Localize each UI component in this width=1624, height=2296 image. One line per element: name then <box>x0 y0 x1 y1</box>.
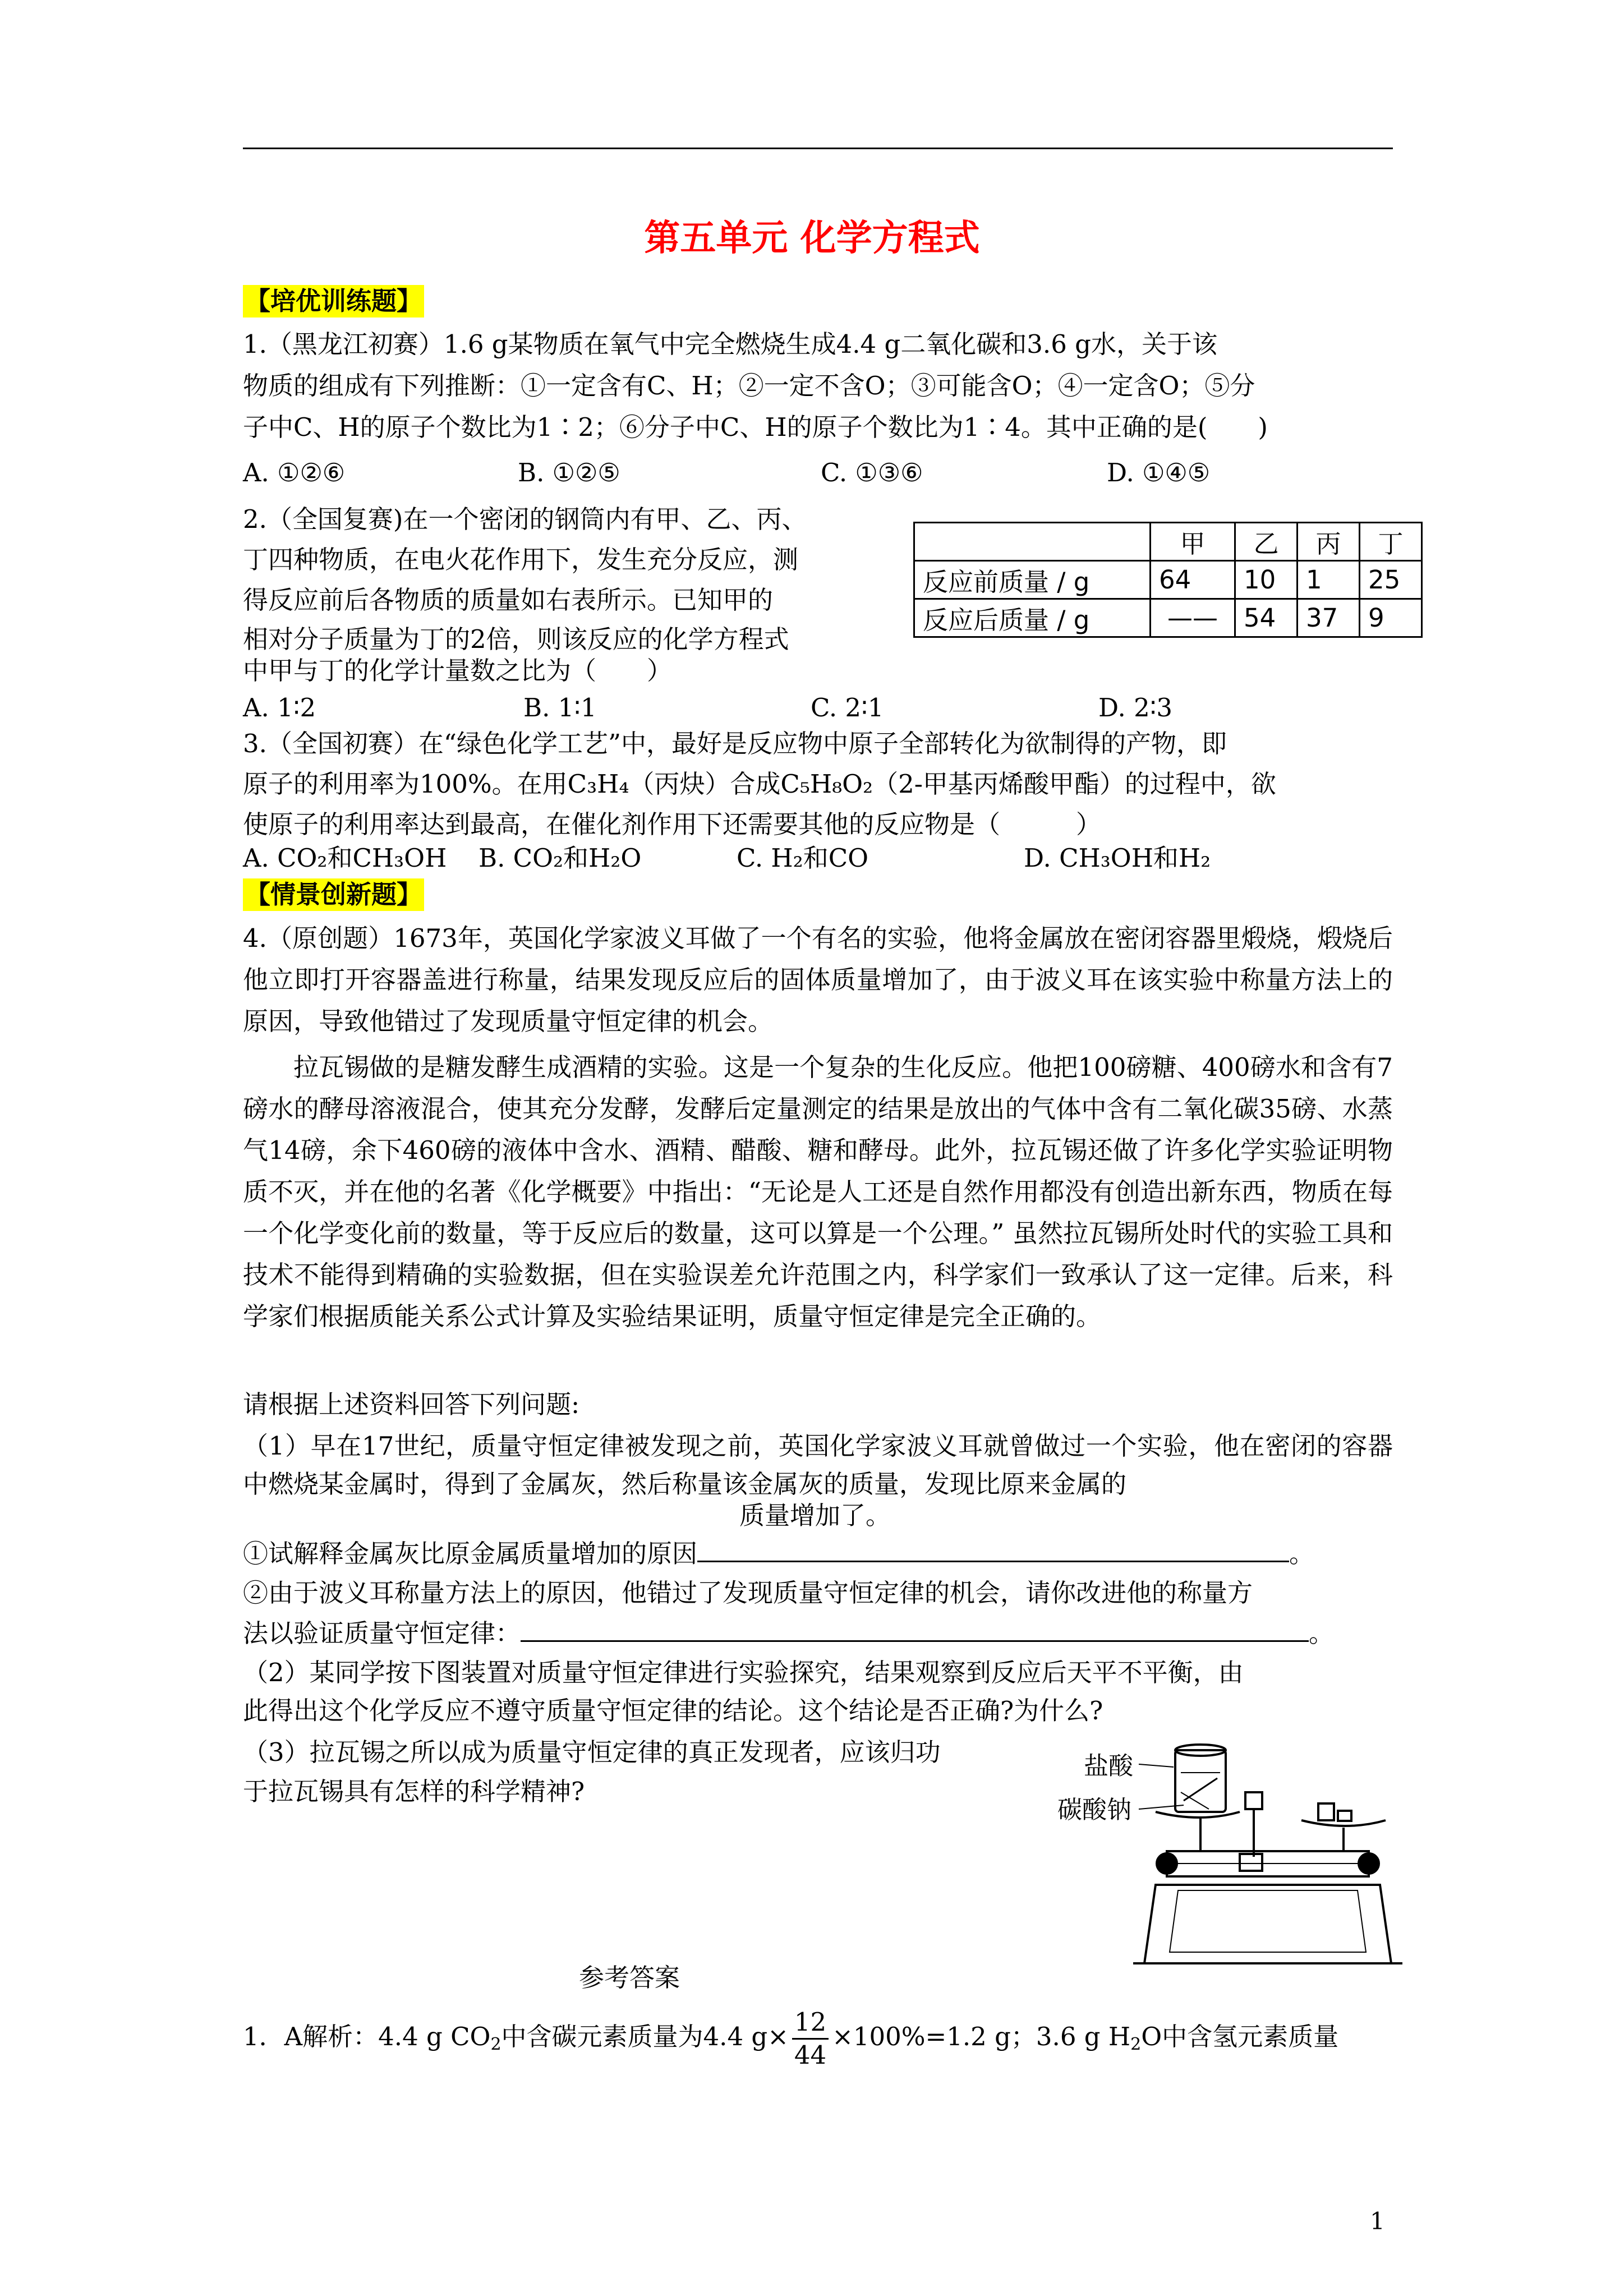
header-rule <box>243 148 1393 149</box>
q1-option-a: A. ①②⑥ <box>243 458 346 487</box>
q3-line-2: 原子的利用率为100%。在用C₃H₄（丙炔）合成C₅H₈O₂（2-甲基丙烯酸甲酯）的过程中，欲 <box>243 769 1276 799</box>
answer-1-subscript-2: 2 <box>1130 2035 1142 2054</box>
answers-title: 参考答案 <box>579 1963 680 1993</box>
table-cell: —— <box>1151 599 1235 637</box>
q2-line-3: 得反应前后各物质的质量如右表所示。已知甲的 <box>243 585 774 615</box>
q4-sub1b-line-1: ②由于波义耳称量方法上的原因，他错过了发现质量守恒定律的机会，请你改进他的称量方 <box>243 1578 1253 1608</box>
q2-line-2: 丁四种物质，在电火花作用下，发生充分反应，测 <box>243 545 799 574</box>
fraction-12-over-44 <box>792 2007 829 2071</box>
table-cell: 丙 <box>1298 523 1360 561</box>
q3-line-3: 使原子的利用率达到最高，在催化剂作用下还需要其他的反应物是（ ） <box>243 809 1102 839</box>
q1-option-b: B. ①②⑤ <box>518 458 620 487</box>
q3-option-c: C. H₂和CO <box>737 843 869 873</box>
answer-1 <box>243 2000 1338 2073</box>
answer-1-part-4: O中含氢元素质量 <box>1141 2022 1339 2051</box>
section-heading-training: 【培优训练题】 <box>243 285 424 318</box>
q4-sub1: （1）早在17世纪，质量守恒定律被发现之前，英国化学家波义耳就曾做过一个实验，他在密闭的容器中燃烧某金属时，得到了金属灰，然后称量该金属灰的质量，发现比原来金属的 <box>243 1431 1393 1499</box>
q3-option-d: D. CH₃OH和H₂ <box>1024 843 1211 873</box>
table-cell: 64 <box>1151 561 1235 599</box>
q4-paragraph-2: 拉瓦锡做的是糖发酵生成酒精的实验。这是一个复杂的生化反应。他把100磅糖、400磅水和含有7磅水的酵母溶液混合，使其充分发酵，发酵后定量测定的结果是放出的气体中含有二氧化碳35磅、水蒸气14磅，余下460磅的液体中含水、酒精、醋酸、糖和酵母。此外，拉瓦锡还做了许多化学实验证明物质不灭，并在他的名著《化学概要》中指出：“无论是人工还是自然作用都没有创造出新东西，物质在每一个化学变化前的数量，等于反应后的数量，这可以算是一个公理。” 虽然拉瓦锡所处时代的实验工具和技术不能得到精确的实验数据，但在实验误差允许范围之内，科学家们一致承认了这一定律。后来，科学家们根据质能关系公式计算及实验结果证明，质量守恒定律是完全正确的。 <box>243 1052 1393 1331</box>
q4-prompt: 请根据上述资料回答下列问题: <box>243 1389 580 1419</box>
q4-sub1b-line-2 <box>243 1616 1334 1650</box>
answer-1-part-1: 1．A解析：4.4 g CO <box>243 2022 491 2051</box>
table-cell: 10 <box>1235 561 1298 599</box>
answer-blank-1[interactable] <box>697 1536 1289 1562</box>
section-heading-innovation: 【情景创新题】 <box>243 878 424 911</box>
q4-sub1a <box>243 1536 1314 1571</box>
table-cell: 54 <box>1235 599 1298 637</box>
q4-sub1a-text: ①试解释金属灰比原金属质量增加的原因 <box>243 1539 698 1568</box>
q3-option-a: A. CO₂和CH₃OH <box>243 843 447 873</box>
balance-apparatus-figure <box>1055 1739 1402 1980</box>
q4-sub3-line-2: 于拉瓦锡具有怎样的科学精神? <box>243 1777 585 1806</box>
table-cell: 9 <box>1360 599 1422 637</box>
table-cell <box>914 523 1151 561</box>
table-row <box>914 523 1422 561</box>
table-cell: 37 <box>1298 599 1360 637</box>
q2-option-b: B. 1∶1 <box>523 693 597 723</box>
label-sodium-carbonate: 碳酸钠 <box>1057 1796 1131 1824</box>
q1-line-1: 1.（黑龙江初赛）1.6 g某物质在氧气中完全燃烧生成4.4 g二氧化碳和3.6 g水，关于该 <box>243 329 1217 359</box>
fraction-denominator: 44 <box>794 2040 827 2070</box>
q4-sub1b-text: 法以验证质量守恒定律： <box>243 1618 521 1648</box>
q2-option-a: A. 1∶2 <box>243 693 316 723</box>
table-cell: 丁 <box>1360 523 1422 561</box>
period: 。 <box>1309 1618 1335 1648</box>
table-cell: 25 <box>1360 561 1422 599</box>
answer-1-part-3: ×100%=1.2 g；3.6 g H <box>832 2022 1131 2051</box>
answer-blank-2[interactable] <box>521 1616 1309 1642</box>
q3-option-b: B. CO₂和H₂O <box>479 843 642 873</box>
q1-line-3: 子中C、H的原子个数比为1∶2；⑥分子中C、H的原子个数比为1∶4。其中正确的是( ) <box>243 412 1268 442</box>
q2-line-4: 相对分子质量为丁的2倍，则该反应的化学方程式 <box>243 624 789 654</box>
table-row <box>914 561 1422 599</box>
table-cell: 1 <box>1298 561 1360 599</box>
mass-table <box>913 522 1423 638</box>
q4-sub1-end: 质量增加了。 <box>739 1501 891 1530</box>
page-title: 第五单元 化学方程式 <box>644 218 980 259</box>
q4-sub2-line-1: （2）某同学按下图装置对质量守恒定律进行实验探究，结果观察到反应后天平不平衡，由 <box>243 1658 1244 1687</box>
table-cell: 甲 <box>1151 523 1235 561</box>
q4-sub2-line-2: 此得出这个化学反应不遵守质量守恒定律的结论。这个结论是否正确?为什么? <box>243 1696 1103 1726</box>
table-cell: 反应后质量 / g <box>914 599 1151 637</box>
table-cell: 乙 <box>1235 523 1298 561</box>
fraction-numerator: 12 <box>792 2007 829 2040</box>
q1-option-c: C. ①③⑥ <box>821 458 923 487</box>
q2-option-c: C. 2∶1 <box>811 693 884 723</box>
q2-line-5: 中甲与丁的化学计量数之比为（ ） <box>243 656 673 685</box>
q4-paragraph-1: 4.（原创题）1673年，英国化学家波义耳做了一个有名的实验，他将金属放在密闭容器里煅烧，煅烧后他立即打开容器盖进行称量，结果发现反应后的固体质量增加了，由于波义耳在该实验中称量方法上的原因，导致他错过了发现质量守恒定律的机会。 <box>243 923 1393 1036</box>
label-hydrochloric-acid: 盐酸 <box>1084 1752 1133 1780</box>
q2-line-1: 2.（全国复赛)在一个密闭的钢筒内有甲、乙、丙、 <box>243 504 807 534</box>
q1-option-d: D. ①④⑤ <box>1107 458 1211 487</box>
q3-line-1: 3.（全国初赛）在“绿色化学工艺”中，最好是反应物中原子全部转化为欲制得的产物，即 <box>243 729 1227 758</box>
q2-option-d: D. 2∶3 <box>1098 693 1173 723</box>
period: 。 <box>1289 1539 1315 1568</box>
answer-1-part-2: 中含碳元素质量为4.4 g× <box>501 2022 789 2051</box>
table-row <box>914 599 1422 637</box>
table-cell: 反应前质量 / g <box>914 561 1151 599</box>
page-number: 1 <box>1370 2207 1385 2235</box>
q1-line-2: 物质的组成有下列推断：①一定含有C、H；②一定不含O；③可能含O；④一定含O；⑤分 <box>243 371 1255 401</box>
q4-sub3-line-1: （3）拉瓦锡之所以成为质量守恒定律的真正发现者，应该归功 <box>243 1737 941 1767</box>
answer-1-subscript-1: 2 <box>490 2035 502 2054</box>
